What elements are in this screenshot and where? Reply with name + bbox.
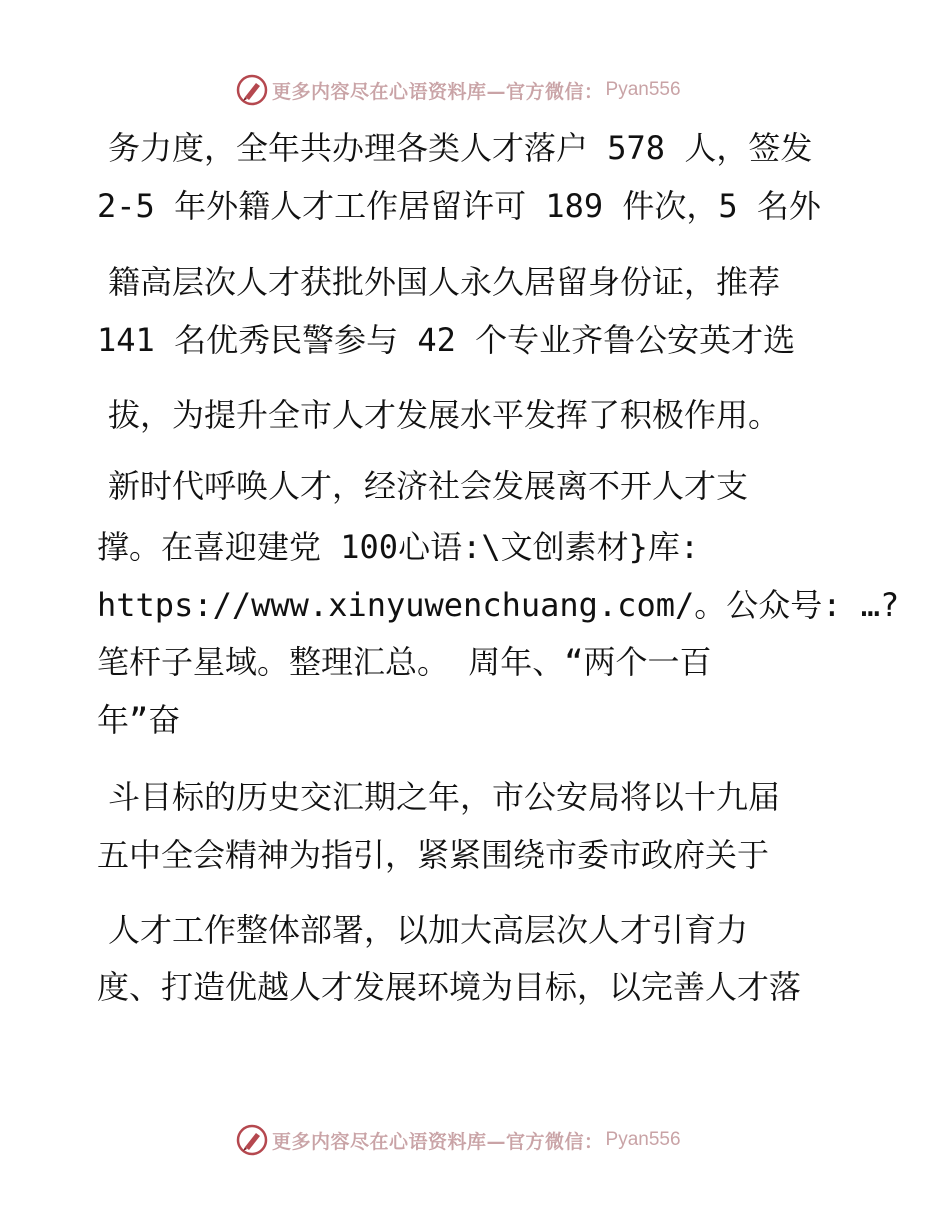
text-line: 籍高层次人才获批外国人永久居留身份证，推荐 bbox=[108, 263, 781, 301]
header-watermark bbox=[236, 72, 681, 108]
pen-logo-icon bbox=[236, 1124, 268, 1156]
text-line: 笔杆子星域。整理汇总。 周年、“两个一百 bbox=[97, 643, 712, 681]
watermark-text: 更多内容尽在心语资料库—官方微信： bbox=[272, 80, 604, 103]
text-line: 撑。在喜迎建党 100心语:\文创素材}库: bbox=[97, 528, 700, 566]
pen-logo-icon bbox=[236, 74, 268, 106]
text-line: 度、打造优越人才发展环境为目标，以完善人才落 bbox=[97, 968, 802, 1006]
text-line: 五中全会精神为指引，紧紧围绕市委市政府关于 bbox=[97, 836, 770, 874]
text-line: https://www.xinyuwenchuang.com/。公众号: …? bbox=[97, 586, 900, 624]
watermark-text: 更多内容尽在心语资料库—官方微信： bbox=[272, 1130, 604, 1153]
text-line: 拔，为提升全市人才发展水平发挥了积极作用。 bbox=[108, 396, 781, 434]
text-line: 新时代呼唤人才，经济社会发展离不开人才支 bbox=[108, 467, 749, 505]
text-line: 斗目标的历史交汇期之年，市公安局将以十九届 bbox=[108, 778, 781, 816]
text-line: 141 名优秀民警参与 42 个专业齐鲁公安英才选 bbox=[97, 321, 796, 359]
watermark-handle: Pyan556 bbox=[605, 79, 681, 100]
text-line: 年”奋 bbox=[97, 701, 181, 739]
footer-watermark bbox=[236, 1122, 681, 1158]
watermark-handle: Pyan556 bbox=[605, 1129, 681, 1150]
text-line: 人才工作整体部署，以加大高层次人才引育力 bbox=[108, 911, 749, 949]
text-line: 2-5 年外籍人才工作居留许可 189 件次，5 名外 bbox=[97, 187, 821, 225]
text-line: 务力度，全年共办理各类人才落户 578 人，签发 bbox=[108, 129, 813, 167]
